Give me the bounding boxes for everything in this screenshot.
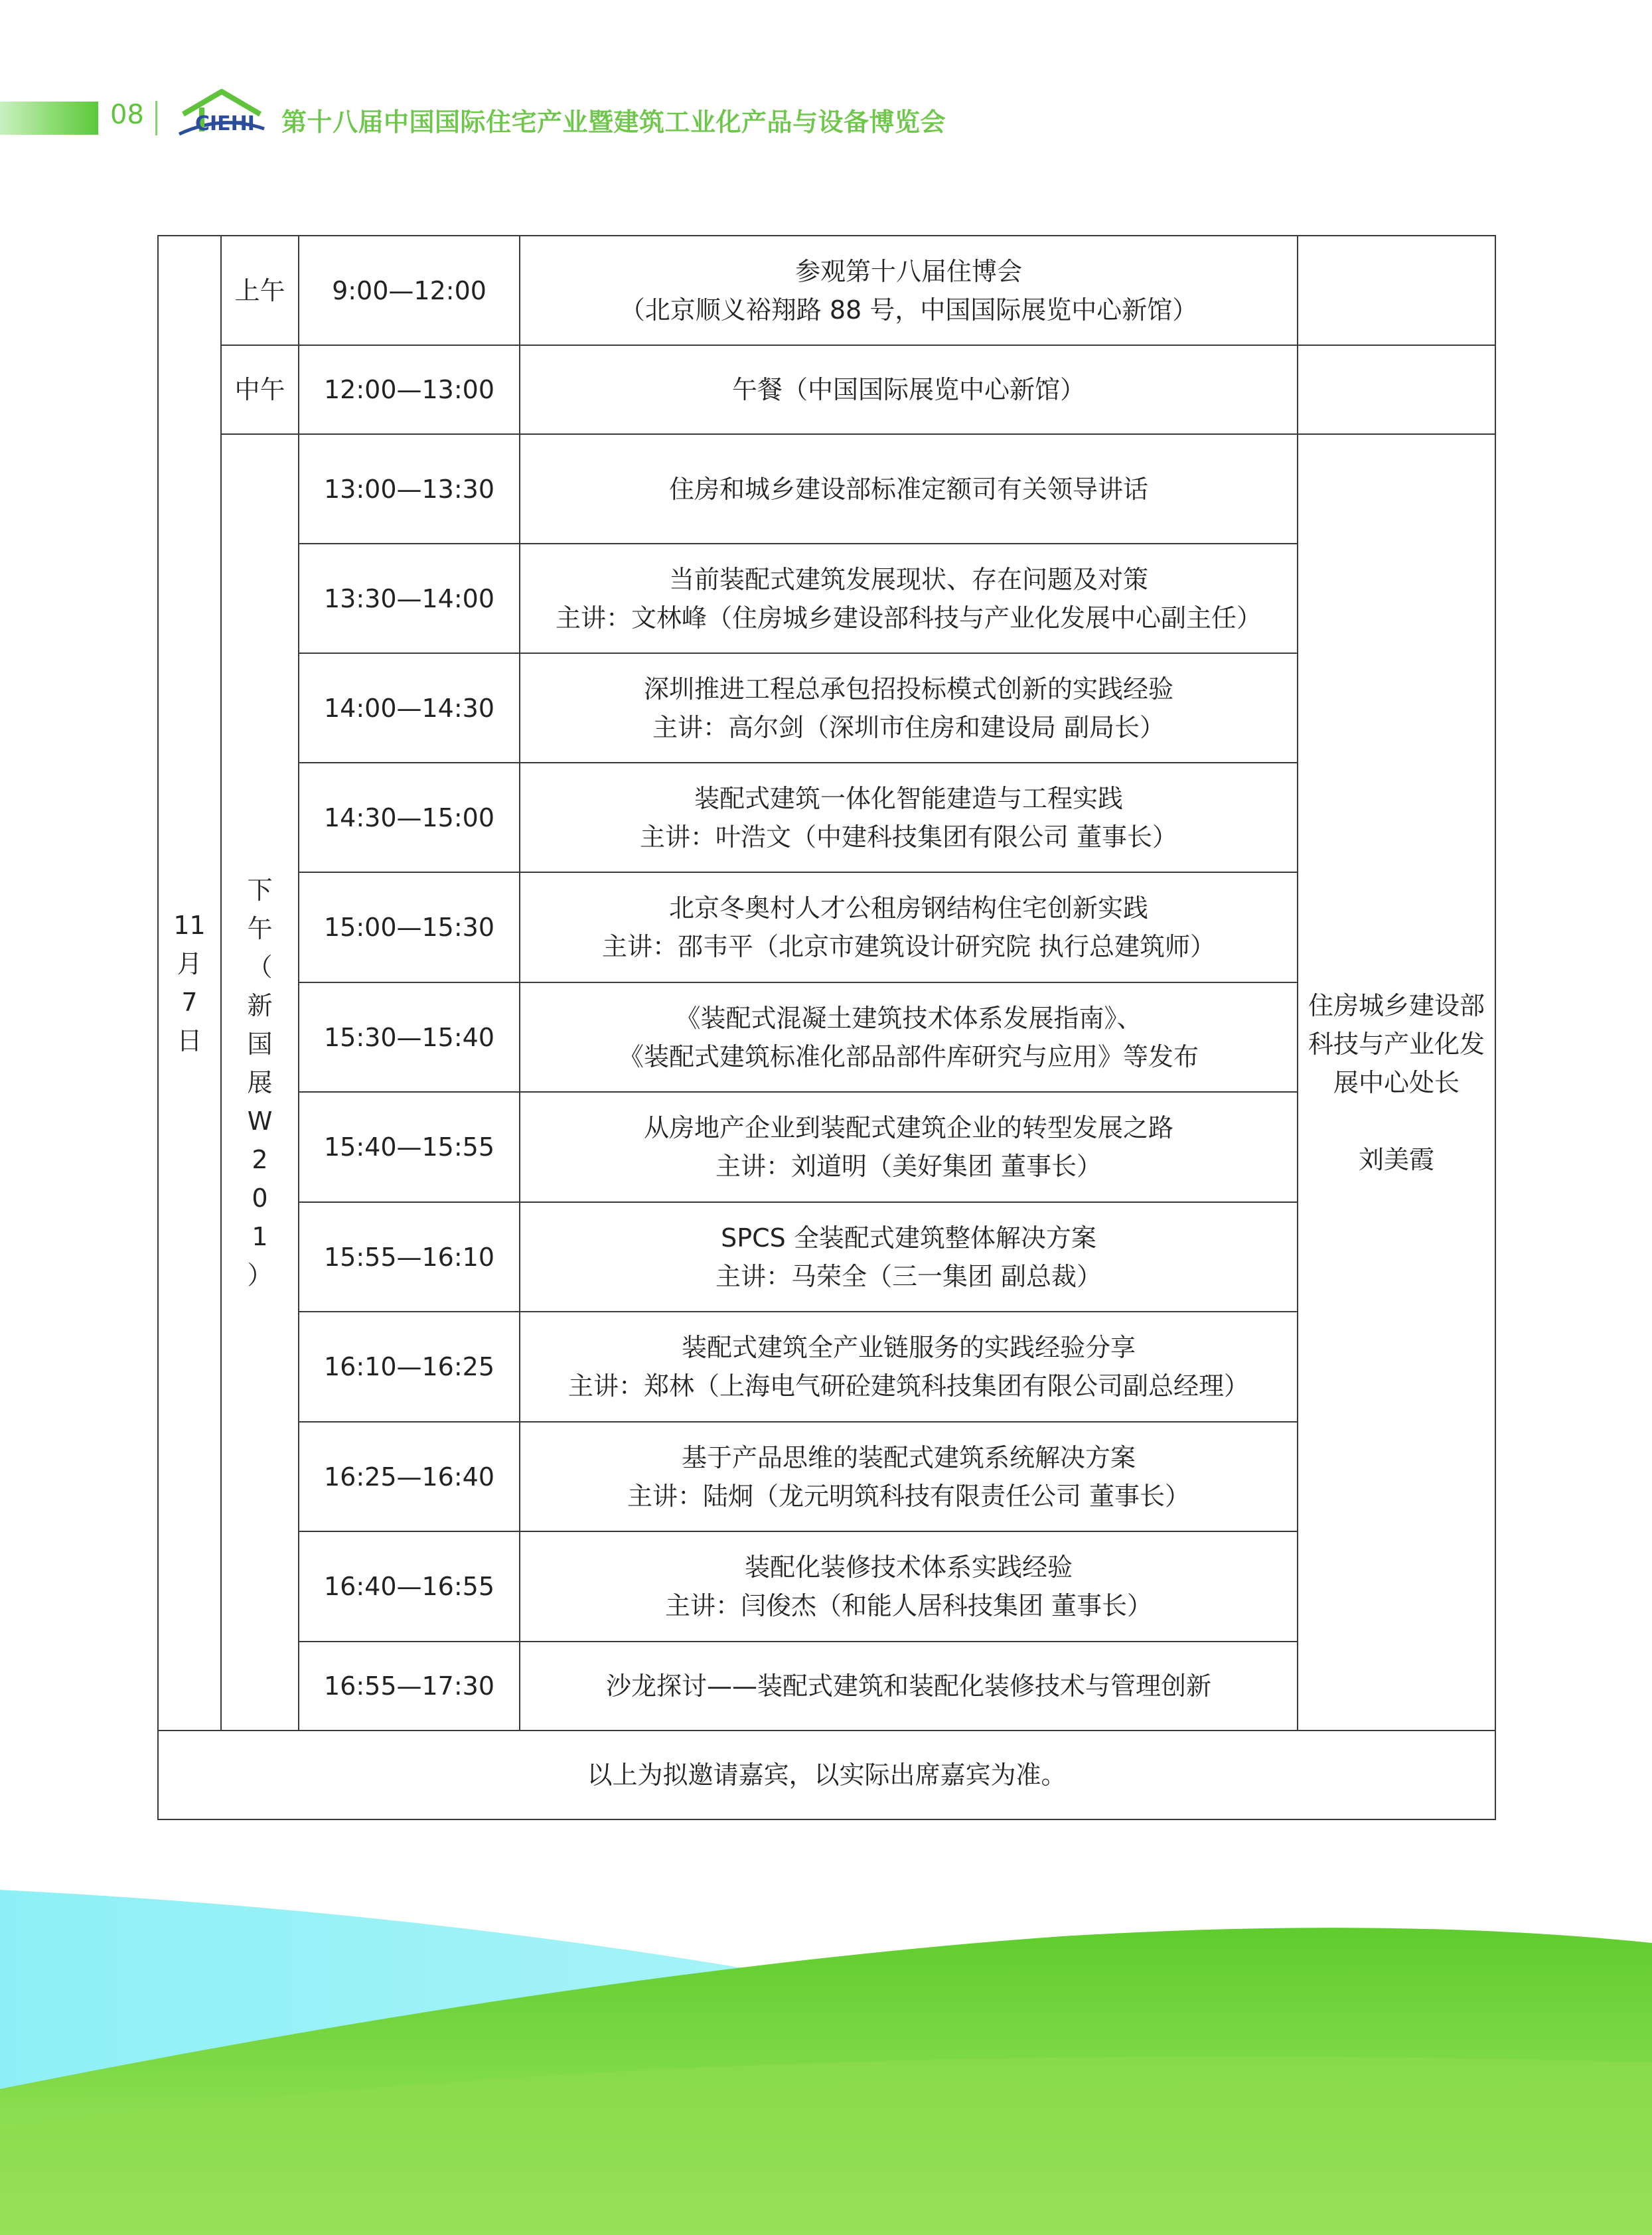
host-line: 住房城乡建设部: [1308, 990, 1485, 1020]
time-cell: 15:55—16:10: [299, 1202, 520, 1312]
host-line: 刘美霞: [1358, 1144, 1434, 1174]
topic-line: 主讲：邵韦平（北京市建筑设计研究院 执行总建筑师）: [601, 932, 1216, 961]
period-char: 展: [247, 1067, 273, 1097]
topic-line: 住房和城乡建设部标准定额司有关领导讲话: [668, 474, 1148, 504]
period-char: 国: [247, 1029, 273, 1059]
time-cell: 9:00—12:00: [299, 236, 520, 345]
topic-cell: [520, 653, 1298, 763]
table-row-session: [158, 653, 1495, 763]
period-char: 午: [247, 913, 273, 943]
header-accent-bar: [0, 102, 98, 135]
topic-cell: [520, 1312, 1298, 1422]
date-char: 11: [173, 911, 206, 940]
topic-cell: [520, 1531, 1298, 1642]
period-char: W: [247, 1106, 273, 1136]
topic-line: 装配化装修技术体系实践经验: [744, 1553, 1073, 1582]
topic-line: 装配式建筑全产业链服务的实践经验分享: [681, 1333, 1136, 1362]
table-row-session: [158, 434, 1495, 544]
time-cell: 13:30—14:00: [299, 544, 520, 653]
topic-line: 从房地产企业到装配式建筑企业的转型发展之路: [643, 1113, 1173, 1142]
time-cell: 16:40—16:55: [299, 1531, 520, 1642]
period-char: ）: [247, 1260, 273, 1290]
topic-line: 午餐（中国国际展览中心新馆）: [731, 375, 1085, 404]
logo-text: CIEHI: [195, 112, 255, 135]
time-cell: 15:00—15:30: [299, 872, 520, 982]
topic-line: 当前装配式建筑发展现状、存在问题及对策: [668, 564, 1148, 594]
date-char: 日: [177, 1026, 202, 1055]
period-morning: 上午: [221, 236, 299, 345]
period-noon: 中午: [221, 345, 299, 434]
page-number: 08: [110, 100, 144, 130]
host-line: 科技与产业化发: [1308, 1029, 1485, 1059]
table-row-session: [158, 763, 1495, 872]
topic-cell: [520, 434, 1298, 544]
host-cell-empty: [1298, 236, 1495, 345]
footnote: 以上为拟邀请嘉宾，以实际出席嘉宾为准。: [158, 1731, 1495, 1819]
host-line: 展中心处长: [1333, 1067, 1460, 1097]
topic-line: 主讲：高尔剑（深圳市住房和建设局 副局长）: [652, 712, 1165, 742]
time-cell: 16:10—16:25: [299, 1312, 520, 1422]
ciehi-logo-icon: [177, 88, 267, 142]
table-row-session: [158, 1202, 1495, 1312]
topic-line: 北京冬奥村人才公租房钢结构住宅创新实践: [668, 893, 1148, 923]
footer-wave-decoration: [0, 1890, 1652, 2235]
topic-line: 主讲：陆炯（龙元明筑科技有限责任公司 董事长）: [627, 1481, 1191, 1511]
table-row-session: [158, 1422, 1495, 1531]
date-char: 月: [177, 949, 202, 978]
topic-line: 主讲：文林峰（住房城乡建设部科技与产业化发展中心副主任）: [555, 603, 1262, 633]
period-char: 0: [252, 1183, 268, 1213]
period-char: 1: [252, 1221, 268, 1251]
topic-line: 主讲：马荣全（三一集团 副总裁）: [715, 1261, 1102, 1291]
table-row-session: [158, 1642, 1495, 1731]
host-line: [1298, 1102, 1495, 1140]
table-row-session: [158, 544, 1495, 653]
topic-cell: [520, 1642, 1298, 1731]
table-row-morning: [158, 236, 1495, 345]
time-cell: 13:00—13:30: [299, 434, 520, 544]
topic-line: 《装配式混凝土建筑技术体系发展指南》、: [675, 1003, 1142, 1033]
time-cell: 15:40—15:55: [299, 1092, 520, 1202]
topic-line: 《装配式建筑标准化部品部件库研究与应用》等发布: [618, 1041, 1199, 1071]
topic-line: 主讲：叶浩文（中建科技集团有限公司 董事长）: [639, 822, 1178, 852]
topic-cell: [520, 1422, 1298, 1531]
host-cell: [1298, 434, 1495, 1731]
table-row-session: [158, 872, 1495, 982]
table-row-session: [158, 982, 1495, 1092]
period-afternoon: [221, 434, 299, 1731]
header-divider: [155, 101, 157, 135]
date-char: 7: [181, 988, 198, 1017]
topic-line: SPCS 全装配式建筑整体解决方案: [721, 1223, 1096, 1253]
topic-cell: [520, 872, 1298, 982]
table-row-session: [158, 1312, 1495, 1422]
topic-line: 装配式建筑一体化智能建造与工程实践: [694, 783, 1123, 813]
topic-cell: [520, 345, 1298, 434]
topic-cell: [520, 544, 1298, 653]
topic-cell: [520, 982, 1298, 1092]
topic-cell: [520, 1202, 1298, 1312]
time-cell: 15:30—15:40: [299, 982, 520, 1092]
topic-line: 主讲：刘道明（美好集团 董事长）: [715, 1152, 1102, 1181]
table-row-session: [158, 1092, 1495, 1202]
topic-cell: [520, 1092, 1298, 1202]
table-row-footnote: [158, 1731, 1495, 1819]
time-cell: 16:55—17:30: [299, 1642, 520, 1731]
table-row-noon: [158, 345, 1495, 434]
topic-line: 深圳推进工程总承包招投标模式创新的实践经验: [643, 674, 1173, 704]
topic-cell: [520, 236, 1298, 345]
topic-line: 沙龙探讨——装配式建筑和装配化装修技术与管理创新: [605, 1671, 1211, 1701]
period-char: 新: [247, 990, 273, 1020]
table-row-session: [158, 1531, 1495, 1642]
topic-line: 主讲：闫俊杰（和能人居科技集团 董事长）: [664, 1591, 1153, 1620]
schedule-table: [157, 235, 1496, 1820]
host-cell-empty: [1298, 345, 1495, 434]
time-cell: 14:30—15:00: [299, 763, 520, 872]
time-cell: 14:00—14:30: [299, 653, 520, 763]
topic-cell: [520, 763, 1298, 872]
topic-line: 主讲：郑林（上海电气研砼建筑科技集团有限公司副总经理）: [567, 1371, 1249, 1401]
time-cell: 16:25—16:40: [299, 1422, 520, 1531]
period-char: 2: [252, 1144, 268, 1174]
date-cell: [158, 236, 221, 1731]
topic-line: 参观第十八届住博会: [794, 256, 1022, 286]
topic-line: （北京顺义裕翔路 88 号，中国国际展览中心新馆）: [619, 295, 1198, 325]
period-char: 下: [247, 875, 273, 905]
period-char: （: [247, 952, 273, 982]
time-cell: 12:00—13:00: [299, 345, 520, 434]
header-title: 第十八届中国国际住宅产业暨建筑工业化产品与设备博览会: [281, 108, 946, 137]
topic-line: 基于产品思维的装配式建筑系统解决方案: [681, 1442, 1136, 1472]
